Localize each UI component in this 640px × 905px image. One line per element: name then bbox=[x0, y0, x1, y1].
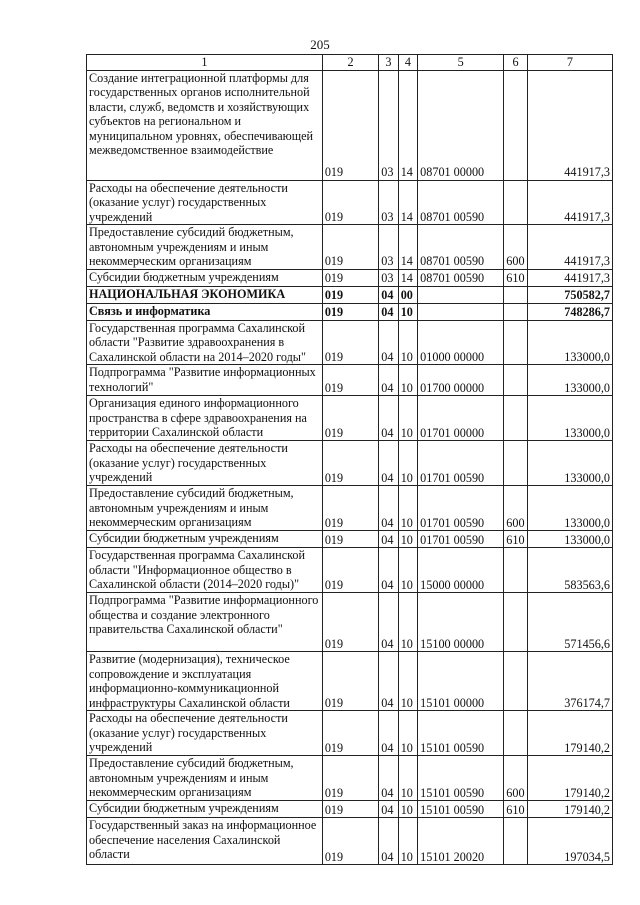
table-row bbox=[87, 548, 613, 593]
amount-cell: 133000,0 bbox=[527, 486, 612, 531]
code-cell: 10 bbox=[398, 801, 417, 818]
code-cell: 10 bbox=[398, 818, 417, 865]
code-cell: 04 bbox=[379, 396, 398, 441]
code-cell bbox=[504, 818, 528, 865]
code-cell: 10 bbox=[398, 396, 417, 441]
name-cell: Предоставление субсидий бюджетным, автономным учреждениям и иным некоммерческим организациям bbox=[87, 756, 323, 801]
table-row bbox=[87, 303, 613, 320]
code-cell: 04 bbox=[379, 531, 398, 548]
code-cell: 14 bbox=[398, 269, 417, 286]
code-cell: 15101 00590 bbox=[418, 801, 504, 818]
table-row bbox=[87, 320, 613, 365]
name-cell: Подпрограмма "Развитие информационного общества и создание электронного правительства Сахалинской области" bbox=[87, 593, 323, 652]
table-row bbox=[87, 269, 613, 286]
code-cell: 03 bbox=[379, 180, 398, 225]
code-cell: 03 bbox=[379, 269, 398, 286]
code-cell bbox=[504, 441, 528, 486]
code-cell bbox=[504, 320, 528, 365]
code-cell: 08701 00590 bbox=[418, 269, 504, 286]
name-cell: Субсидии бюджетным учреждениям bbox=[87, 801, 323, 818]
code-cell: 10 bbox=[398, 365, 417, 396]
code-cell: 14 bbox=[398, 225, 417, 270]
code-cell: 01700 00000 bbox=[418, 365, 504, 396]
code-cell: 04 bbox=[379, 486, 398, 531]
page-number: 205 bbox=[310, 37, 330, 52]
code-cell bbox=[504, 711, 528, 756]
table-row bbox=[87, 652, 613, 711]
name-cell: Предоставление субсидий бюджетным, автономным учреждениям и иным некоммерческим организациям bbox=[87, 486, 323, 531]
table-row bbox=[87, 225, 613, 270]
code-cell: 04 bbox=[379, 711, 398, 756]
table-row bbox=[87, 756, 613, 801]
code-cell: 10 bbox=[398, 756, 417, 801]
column-header: 2 bbox=[322, 55, 378, 71]
code-cell: 019 bbox=[322, 801, 378, 818]
code-cell: 04 bbox=[379, 818, 398, 865]
table-row bbox=[87, 486, 613, 531]
amount-cell: 441917,3 bbox=[527, 180, 612, 225]
code-cell: 019 bbox=[322, 593, 378, 652]
code-cell: 019 bbox=[322, 711, 378, 756]
code-cell: 00 bbox=[398, 286, 417, 303]
name-cell: Государственная программа Сахалинской области "Информационное общество в Сахалинской области (2014–2020 годы)" bbox=[87, 548, 323, 593]
code-cell: 10 bbox=[398, 320, 417, 365]
code-cell bbox=[504, 548, 528, 593]
name-cell: Предоставление субсидий бюджетным, автономным учреждениям и иным некоммерческим организациям bbox=[87, 225, 323, 270]
name-cell: Расходы на обеспечение деятельности (оказание услуг) государственных учреждений bbox=[87, 441, 323, 486]
amount-cell: 133000,0 bbox=[527, 320, 612, 365]
code-cell: 019 bbox=[322, 818, 378, 865]
code-cell: 019 bbox=[322, 286, 378, 303]
name-cell: Связь и информатика bbox=[87, 303, 323, 320]
code-cell: 019 bbox=[322, 441, 378, 486]
code-cell: 10 bbox=[398, 531, 417, 548]
code-cell: 04 bbox=[379, 652, 398, 711]
column-header: 7 bbox=[527, 55, 612, 71]
table-row bbox=[87, 711, 613, 756]
column-header: 6 bbox=[504, 55, 528, 71]
budget-table bbox=[86, 54, 613, 865]
column-header: 4 bbox=[398, 55, 417, 71]
amount-cell: 133000,0 bbox=[527, 365, 612, 396]
code-cell: 08701 00590 bbox=[418, 180, 504, 225]
code-cell: 10 bbox=[398, 548, 417, 593]
code-cell: 15101 00590 bbox=[418, 756, 504, 801]
code-cell: 14 bbox=[398, 180, 417, 225]
code-cell: 08701 00590 bbox=[418, 225, 504, 270]
code-cell: 01701 00590 bbox=[418, 531, 504, 548]
table-row bbox=[87, 396, 613, 441]
amount-cell: 197034,5 bbox=[527, 818, 612, 865]
name-cell: Расходы на обеспечение деятельности (оказание услуг) государственных учреждений bbox=[87, 711, 323, 756]
code-cell: 03 bbox=[379, 225, 398, 270]
code-cell: 04 bbox=[379, 593, 398, 652]
amount-cell: 583563,6 bbox=[527, 548, 612, 593]
code-cell bbox=[504, 396, 528, 441]
code-cell: 04 bbox=[379, 756, 398, 801]
amount-cell: 133000,0 bbox=[527, 531, 612, 548]
amount-cell: 441917,3 bbox=[527, 70, 612, 180]
table-row bbox=[87, 286, 613, 303]
code-cell: 019 bbox=[322, 225, 378, 270]
code-cell bbox=[504, 365, 528, 396]
name-cell: Расходы на обеспечение деятельности (оказание услуг) государственных учреждений bbox=[87, 180, 323, 225]
code-cell bbox=[504, 286, 528, 303]
code-cell bbox=[504, 70, 528, 180]
code-cell bbox=[418, 286, 504, 303]
amount-cell: 441917,3 bbox=[527, 269, 612, 286]
code-cell: 01000 00000 bbox=[418, 320, 504, 365]
amount-cell: 376174,7 bbox=[527, 652, 612, 711]
code-cell: 019 bbox=[322, 652, 378, 711]
name-cell: Организация единого информационного пространства в сфере здравоохранения на территории Сахалинской области bbox=[87, 396, 323, 441]
name-cell: Государственный заказ на информационное обеспечение населения Сахалинской области bbox=[87, 818, 323, 865]
code-cell: 04 bbox=[379, 365, 398, 396]
code-cell: 01701 00000 bbox=[418, 396, 504, 441]
code-cell: 15100 00000 bbox=[418, 593, 504, 652]
code-cell: 610 bbox=[504, 269, 528, 286]
amount-cell: 179140,2 bbox=[527, 711, 612, 756]
code-cell bbox=[504, 652, 528, 711]
table-row bbox=[87, 365, 613, 396]
code-cell: 019 bbox=[322, 548, 378, 593]
code-cell bbox=[504, 593, 528, 652]
code-cell: 04 bbox=[379, 286, 398, 303]
code-cell: 019 bbox=[322, 531, 378, 548]
code-cell: 04 bbox=[379, 303, 398, 320]
code-cell: 019 bbox=[322, 365, 378, 396]
code-cell: 15000 00000 bbox=[418, 548, 504, 593]
name-cell: Подпрограмма "Развитие информационных технологий" bbox=[87, 365, 323, 396]
table-row bbox=[87, 531, 613, 548]
code-cell: 019 bbox=[322, 396, 378, 441]
name-cell: Создание интеграционной платформы для государственных органов исполнительной власти, служб, ведомств и хозяйствующих субъектов на региональном и муниципальном уровнях, обеспечивающей межведомственное взаимодействие bbox=[87, 70, 323, 180]
amount-cell: 750582,7 bbox=[527, 286, 612, 303]
table-row bbox=[87, 801, 613, 818]
name-cell: Развитие (модернизация), техническое сопровождение и эксплуатация информационно-коммуникационной инфраструктуры Сахалинской области bbox=[87, 652, 323, 711]
name-cell: Субсидии бюджетным учреждениям bbox=[87, 531, 323, 548]
table-row bbox=[87, 441, 613, 486]
column-header: 5 bbox=[418, 55, 504, 71]
name-cell: Субсидии бюджетным учреждениям bbox=[87, 269, 323, 286]
column-header: 1 bbox=[87, 55, 323, 71]
code-cell: 10 bbox=[398, 652, 417, 711]
code-cell bbox=[504, 303, 528, 320]
table-row bbox=[87, 593, 613, 652]
code-cell: 15101 00000 bbox=[418, 652, 504, 711]
code-cell: 01701 00590 bbox=[418, 486, 504, 531]
name-cell: Государственная программа Сахалинской области "Развитие здравоохранения в Сахалинской области на 2014–2020 годы" bbox=[87, 320, 323, 365]
code-cell: 600 bbox=[504, 756, 528, 801]
name-cell: НАЦИОНАЛЬНАЯ ЭКОНОМИКА bbox=[87, 286, 323, 303]
code-cell: 019 bbox=[322, 70, 378, 180]
amount-cell: 571456,6 bbox=[527, 593, 612, 652]
code-cell: 10 bbox=[398, 486, 417, 531]
amount-cell: 179140,2 bbox=[527, 756, 612, 801]
code-cell: 10 bbox=[398, 711, 417, 756]
code-cell: 15101 00590 bbox=[418, 711, 504, 756]
code-cell: 04 bbox=[379, 441, 398, 486]
column-number-row bbox=[87, 55, 613, 71]
code-cell: 019 bbox=[322, 486, 378, 531]
code-cell: 04 bbox=[379, 548, 398, 593]
code-cell bbox=[504, 180, 528, 225]
amount-cell: 748286,7 bbox=[527, 303, 612, 320]
code-cell: 10 bbox=[398, 441, 417, 486]
code-cell: 04 bbox=[379, 801, 398, 818]
amount-cell: 179140,2 bbox=[527, 801, 612, 818]
amount-cell: 441917,3 bbox=[527, 225, 612, 270]
code-cell: 03 bbox=[379, 70, 398, 180]
code-cell: 019 bbox=[322, 320, 378, 365]
code-cell: 019 bbox=[322, 756, 378, 801]
amount-cell: 133000,0 bbox=[527, 396, 612, 441]
code-cell: 01701 00590 bbox=[418, 441, 504, 486]
column-header: 3 bbox=[379, 55, 398, 71]
code-cell: 019 bbox=[322, 303, 378, 320]
code-cell bbox=[418, 303, 504, 320]
code-cell: 600 bbox=[504, 225, 528, 270]
code-cell: 610 bbox=[504, 531, 528, 548]
code-cell: 10 bbox=[398, 303, 417, 320]
code-cell: 15101 20020 bbox=[418, 818, 504, 865]
code-cell: 10 bbox=[398, 593, 417, 652]
amount-cell: 133000,0 bbox=[527, 441, 612, 486]
code-cell: 019 bbox=[322, 180, 378, 225]
code-cell: 610 bbox=[504, 801, 528, 818]
table-row bbox=[87, 818, 613, 865]
code-cell: 08701 00000 bbox=[418, 70, 504, 180]
table-row bbox=[87, 70, 613, 180]
code-cell: 14 bbox=[398, 70, 417, 180]
code-cell: 019 bbox=[322, 269, 378, 286]
table-row bbox=[87, 180, 613, 225]
code-cell: 04 bbox=[379, 320, 398, 365]
code-cell: 600 bbox=[504, 486, 528, 531]
